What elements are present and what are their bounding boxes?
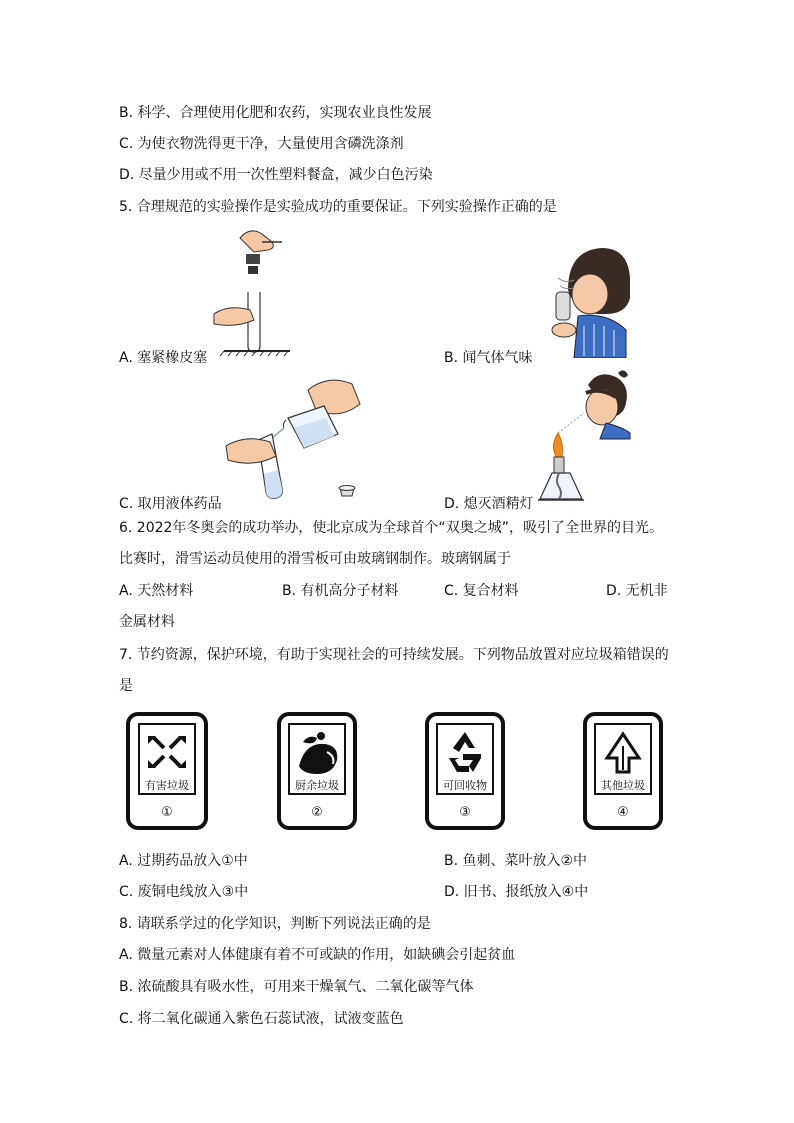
q4-option-c: C. 为使衣物洗得更干净，大量使用含磷洗涤剂 — [119, 136, 404, 152]
bin-other — [583, 712, 663, 830]
q7-option-b: B. 鱼刺、菜叶放入②中 — [444, 853, 588, 869]
q6-option-d: D. 无机非 — [606, 583, 668, 599]
figure-blow-alcohol-lamp — [536, 367, 632, 507]
q5-option-b: B. 闻气体气味 — [444, 350, 533, 366]
q6-stem-line2: 比赛时，滑雪运动员使用的滑雪板可由玻璃钢制作。玻璃钢属于 — [119, 551, 511, 567]
q7-option-a: A. 过期药品放入①中 — [119, 853, 248, 869]
q6-option-d-continued: 金属材料 — [119, 614, 175, 630]
q5-option-a: A. 塞紧橡皮塞 — [119, 350, 208, 366]
q6-stem-line1: 6. 2022年冬奥会的成功举办，使北京成为全球首个“双奥之城”，吸引了全世界的目光。 — [119, 520, 663, 536]
bin-kitchen — [277, 712, 357, 830]
bin-hazardous — [126, 712, 208, 830]
bin-number: ③ — [459, 805, 471, 820]
figure-smell-gas — [538, 234, 632, 358]
q7-option-c: C. 废铜电线放入③中 — [119, 884, 249, 900]
bin-label: 厨余垃圾 — [295, 779, 339, 792]
bin-recyclable — [425, 712, 505, 830]
q4-option-b: B. 科学、合理使用化肥和农药，实现农业良性发展 — [119, 105, 432, 121]
q7-stem-line2: 是 — [119, 678, 133, 694]
q6-option-b: B. 有机高分子材料 — [282, 583, 399, 599]
figure-insert-stopper — [210, 228, 300, 356]
q7-option-d: D. 旧书、报纸放入④中 — [444, 884, 589, 900]
bin-label: 可回收物 — [443, 779, 487, 792]
bin-number: ① — [161, 805, 173, 820]
q6-option-c: C. 复合材料 — [444, 583, 519, 599]
bin-number: ② — [311, 805, 323, 820]
q5-option-c: C. 取用液体药品 — [119, 496, 222, 512]
bin-number: ④ — [617, 805, 629, 820]
bin-label: 其他垃圾 — [601, 779, 645, 792]
q8-option-c: C. 将二氧化碳通入紫色石蕊试液，试液变蓝色 — [119, 1011, 404, 1027]
figure-pour-liquid — [224, 376, 364, 502]
q8-option-a: A. 微量元素对人体健康有着不可或缺的作用，如缺碘会引起贫血 — [119, 947, 516, 963]
q5-option-d: D. 熄灭酒精灯 — [444, 496, 534, 512]
q8-stem: 8. 请联系学过的化学知识，判断下列说法正确的是 — [119, 916, 431, 932]
bin-label: 有害垃圾 — [145, 779, 189, 792]
q7-stem-line1: 7. 节约资源，保护环境，有助于实现社会的可持续发展。下列物品放置对应垃圾箱错误的 — [119, 647, 669, 663]
q8-option-b: B. 浓硫酸具有吸水性，可用来干燥氧气、二氧化碳等气体 — [119, 979, 474, 995]
q6-option-a: A. 天然材料 — [119, 583, 194, 599]
q4-option-d: D. 尽量少用或不用一次性塑料餐盒，减少白色污染 — [119, 167, 433, 183]
q5-stem: 5. 合理规范的实验操作是实验成功的重要保证。下列实验操作正确的是 — [119, 199, 557, 215]
